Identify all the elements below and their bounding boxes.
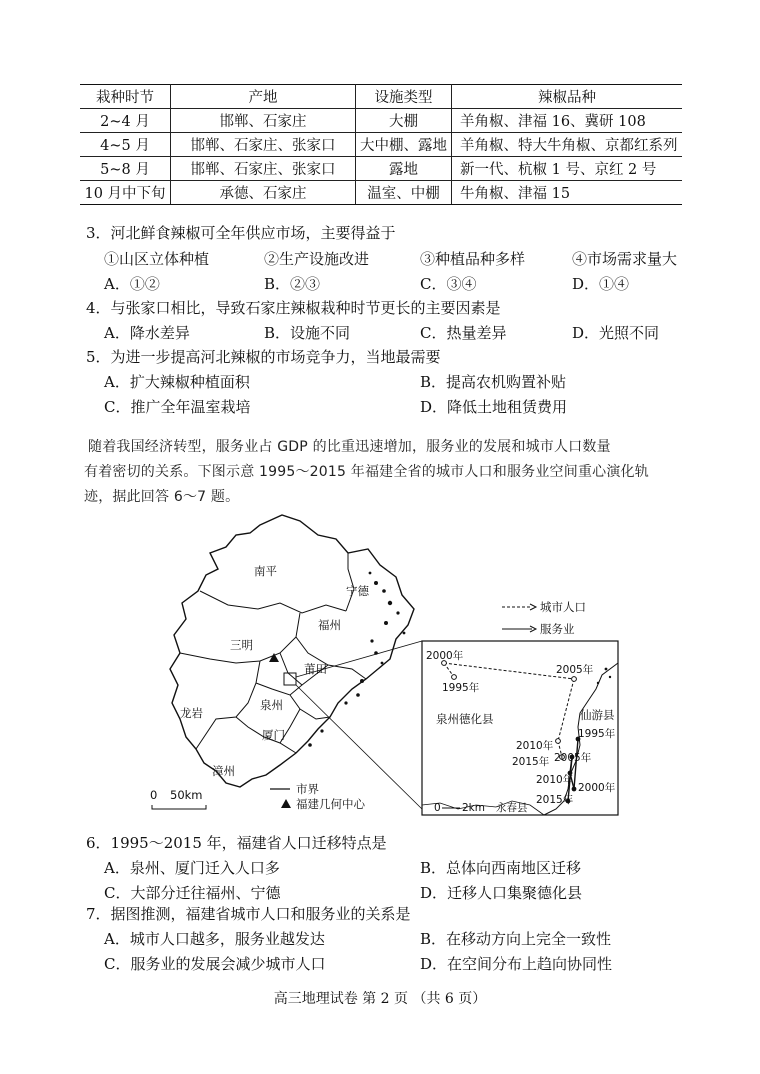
city-label: 福州 [318, 618, 341, 632]
scale-bar [152, 805, 206, 809]
q5-option-c[interactable]: C．推广全年温室栽培 [104, 398, 251, 416]
table-cell: 2~4 月 [80, 109, 171, 133]
table-cell: 露地 [356, 157, 452, 181]
q3-item: ①山区立体种植 [104, 250, 210, 268]
city-label: 泉州 [260, 698, 283, 712]
table-header: 栽种时节 [80, 85, 171, 109]
province-outline [170, 515, 414, 787]
question-5-stem: 5．为进一步提高河北辣椒的市场竞争力，当地最需要 [86, 348, 441, 366]
inset-year-label: 1995年 [442, 682, 480, 694]
inset-area-label: 永春县 [496, 802, 528, 814]
q4-option-a[interactable]: A．降水差异 [104, 324, 190, 342]
inset-scale-dist: 2km [462, 802, 485, 814]
legend-center-icon [281, 799, 291, 808]
table-cell: 承德、石家庄 [171, 181, 356, 205]
q3-item: ③种植品种多样 [420, 250, 526, 268]
legend-population: 城市人口 [540, 600, 586, 614]
inset-year-label: 2010年 [536, 774, 574, 786]
passage-line: 随着我国经济转型，服务业占 GDP 的比重迅速增加，服务业的发展和城市人口数量 [88, 439, 611, 455]
legend-border: 市界 [296, 782, 319, 796]
city-borders [180, 553, 366, 753]
q3-option-b[interactable]: B．②③ [264, 275, 321, 293]
q3-option-c[interactable]: C．③④ [420, 275, 477, 293]
city-label: 南平 [254, 564, 277, 578]
q7-option-d[interactable]: D．在空间分布上趋向协同性 [420, 955, 613, 973]
q5-option-b[interactable]: B．提高农机购置补贴 [420, 373, 567, 391]
q7-option-b[interactable]: B．在移动方向上完全一致性 [420, 930, 612, 948]
q7-option-a[interactable]: A．城市人口越多，服务业越发达 [104, 930, 325, 948]
q6-option-b[interactable]: B．总体向西南地区迁移 [420, 859, 582, 877]
inset-year-label: 2005年 [554, 752, 592, 764]
passage-line: 有着密切的关系。下图示意 1995～2015 年福建全省的城市人口和服务业空间重心演化轨 [84, 464, 649, 480]
city-label: 宁德 [346, 584, 369, 598]
q4-option-d[interactable]: D．光照不同 [572, 324, 660, 342]
inset-area-label: 泉州德化县 [436, 712, 494, 726]
scale-dist: 50km [170, 788, 203, 802]
table-row [80, 109, 682, 133]
inset-year-label: 1995年 [578, 728, 616, 740]
question-4-stem: 4．与张家口相比，导致石家庄辣椒栽种时节更长的主要因素是 [86, 299, 501, 317]
legend-center: 福建几何中心 [296, 797, 365, 811]
inset-scale-zero: 0 [434, 802, 441, 814]
table-cell: 牛角椒、津福 15 [452, 181, 683, 205]
table-cell: 温室、中棚 [356, 181, 452, 205]
q6-option-c[interactable]: C．大部分迁往福州、宁德 [104, 884, 281, 902]
table-cell: 羊角椒、津福 16、冀研 108 [452, 109, 683, 133]
passage-line: 迹，据此回答 6～7 题。 [84, 489, 240, 505]
q3-option-a[interactable]: A．①② [104, 275, 160, 293]
inset-year-label: 2000年 [426, 650, 464, 662]
q3-item: ④市场需求量大 [572, 250, 678, 268]
table-cell: 10 月中下旬 [80, 181, 171, 205]
city-label: 厦门 [262, 728, 285, 742]
inset-year-label: 2015年 [536, 794, 574, 806]
question-6-stem: 6．1995～2015 年，福建省人口迁移特点是 [86, 834, 387, 852]
inset-area-label: 仙游县 [580, 708, 615, 722]
q4-option-c[interactable]: C．热量差异 [420, 324, 507, 342]
table-cell: 4~5 月 [80, 133, 171, 157]
table-header: 产地 [171, 85, 356, 109]
legend-service: 服务业 [540, 622, 575, 636]
city-label: 莆田 [304, 662, 327, 676]
table-row [80, 181, 682, 205]
question-3-stem: 3．河北鲜食辣椒可全年供应市场，主要得益于 [86, 224, 396, 242]
table-cell: 5~8 月 [80, 157, 171, 181]
q6-option-a[interactable]: A．泉州、厦门迁入人口多 [104, 859, 280, 877]
q5-option-d[interactable]: D．降低土地租赁费用 [420, 398, 568, 416]
table-cell: 邯郸、石家庄 [171, 109, 356, 133]
inset-year-label: 2015年 [512, 756, 550, 768]
table-header: 辣椒品种 [452, 85, 683, 109]
table-cell: 新一代、杭椒 1 号、京红 2 号 [452, 157, 683, 181]
q6-option-d[interactable]: D．迁移人口集聚德化县 [420, 884, 583, 902]
q5-option-a[interactable]: A．扩大辣椒种植面积 [104, 373, 250, 391]
inset-leader-line [296, 641, 422, 677]
q3-item: ②生产设施改进 [264, 250, 370, 268]
table-cell: 大棚 [356, 109, 452, 133]
table-cell: 邯郸、石家庄、张家口 [171, 157, 356, 181]
table-row [80, 157, 682, 181]
table-cell: 羊角椒、特大牛角椒、京都红系列 [452, 133, 683, 157]
inset-year-label: 2005年 [556, 664, 594, 676]
table-row [80, 133, 682, 157]
q3-option-d[interactable]: D．①④ [572, 275, 630, 293]
question-7-stem: 7．据图推测，福建省城市人口和服务业的关系是 [86, 905, 411, 923]
city-label: 龙岩 [180, 706, 203, 720]
scale-zero: 0 [150, 788, 158, 802]
chili-table [80, 84, 682, 205]
q4-option-b[interactable]: B．设施不同 [264, 324, 351, 342]
table-header: 设施类型 [356, 85, 452, 109]
table-header-row [80, 85, 682, 109]
inset-year-label: 2000年 [578, 782, 616, 794]
city-label: 漳州 [212, 764, 235, 778]
q7-option-c[interactable]: C．服务业的发展会减少城市人口 [104, 955, 326, 973]
page-footer: 高三地理试卷 第 2 页 （共 6 页） [273, 991, 487, 1007]
inset-year-label: 2010年 [516, 740, 554, 752]
city-label: 三明 [230, 638, 253, 652]
table-cell: 大中棚、露地 [356, 133, 452, 157]
fujian-map [140, 513, 620, 825]
table-cell: 邯郸、石家庄、张家口 [171, 133, 356, 157]
